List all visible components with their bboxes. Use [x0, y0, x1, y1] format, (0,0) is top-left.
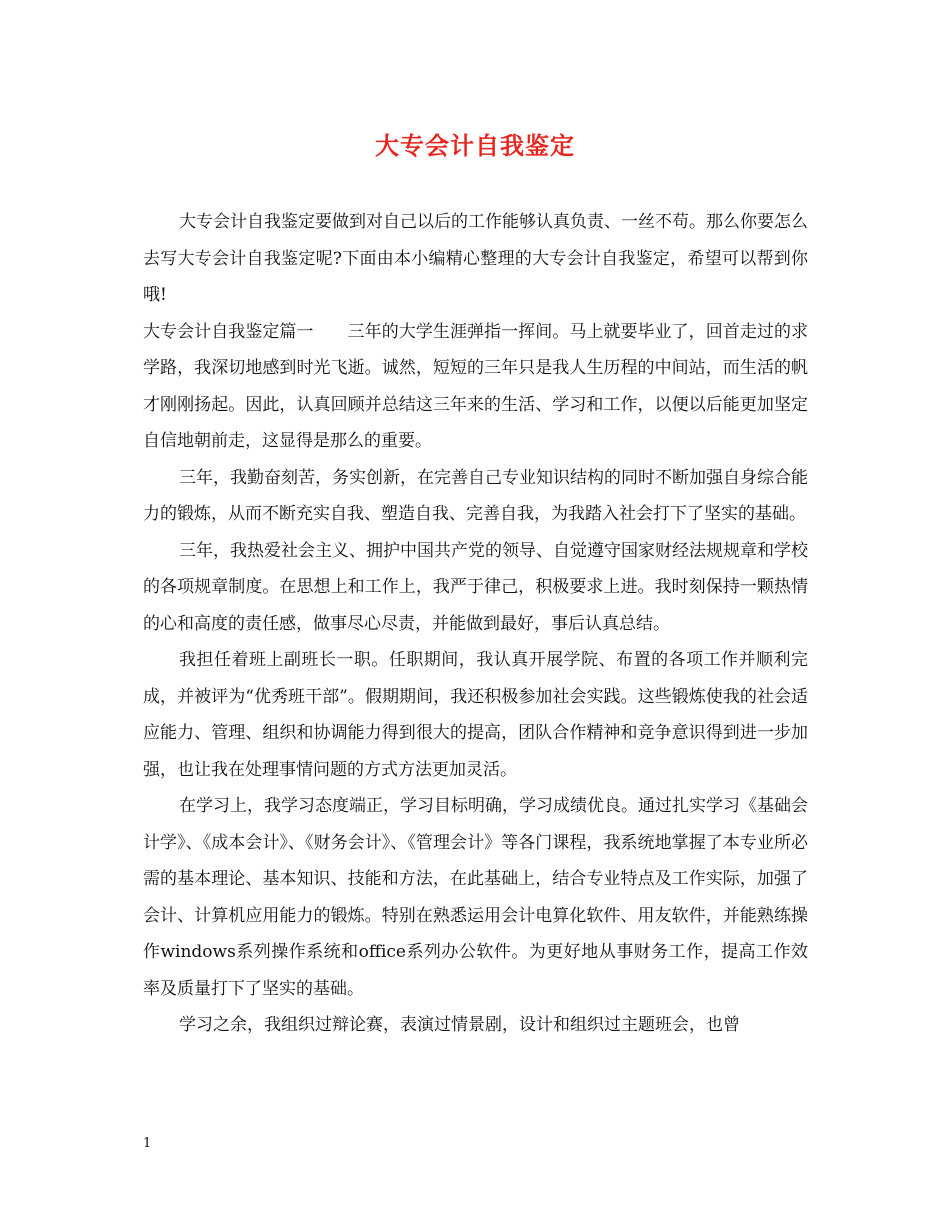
page-number: 1 — [143, 1136, 152, 1151]
paragraph-activities: 学习之余，我组织过辩论赛，表演过情景剧，设计和组织过主题班会，也曾 — [179, 1015, 740, 1035]
paragraph-study: 在学习上，我学习态度端正，学习目标明确，学习成绩优良。通过扎实学习《基础会计学》、《成本会计》、《财务会计》、《管理会计》等各门课程，我系统地掌握了本专业所必需的基本理论、基本知识、技能和方法，在此基础上，结合专业特点及工作实际，加强了会计、计算机应用能力的锻炼。特别在熟悉运用会计电算化软件、用友软件，并能熟练操作windows系列操作系统和office系列办公软件。为更好地从事财务工作，提高工作效率及质量打下了坚实的基础。 — [143, 796, 808, 999]
paragraph-diligence: 三年，我勤奋刻苦，务实创新，在完善自己专业知识结构的同时不断加强自身综合能力的锻炼，从而不断充实自我、塑造自我、完善自我，为我踏入社会打下了坚实的基础。 — [143, 467, 808, 524]
document-body — [143, 204, 808, 1044]
document-title: 大专会计自我鉴定 — [375, 131, 575, 160]
paragraph-class-monitor: 我担任着班上副班长一职。任职期间，我认真开展学院、布置的各项工作并顺利完成，并被评为“优秀班干部”。假期期间，我还积极参加社会实践。这些锻炼使我的社会适应能力、管理、组织和协调能力得到很大的提高，团队合作精神和竞争意识得到进一步加强，也让我在处理事情问题的方式方法更加灵活。 — [143, 650, 808, 780]
paragraph-section-1: 大专会计自我鉴定篇一 三年的大学生涯弹指一挥间。马上就要毕业了，回首走过的求学路，我深切地感到时光飞逝。诚然，短短的三年只是我人生历程的中间站，而生活的帆才刚刚扬起。因此，认真回顾并总结这三年来的生活、学习和工作，以便以后能更加坚定自信地朝前走，这显得是那么的重要。 — [143, 321, 808, 451]
paragraph-intro: 大专会计自我鉴定要做到对自己以后的工作能够认真负责、一丝不苟。那么你要怎么去写大专会计自我鉴定呢?下面由本小编精心整理的大专会计自我鉴定，希望可以帮到你哦! — [143, 212, 808, 305]
paragraph-ideology: 三年，我热爱社会主义、拥护中国共产党的领导、自觉遵守国家财经法规规章和学校的各项规章制度。在思想上和工作上，我严于律己，积极要求上进。我时刻保持一颗热情的心和高度的责任感，做事尽心尽责，并能做到最好，事后认真总结。 — [143, 540, 808, 634]
